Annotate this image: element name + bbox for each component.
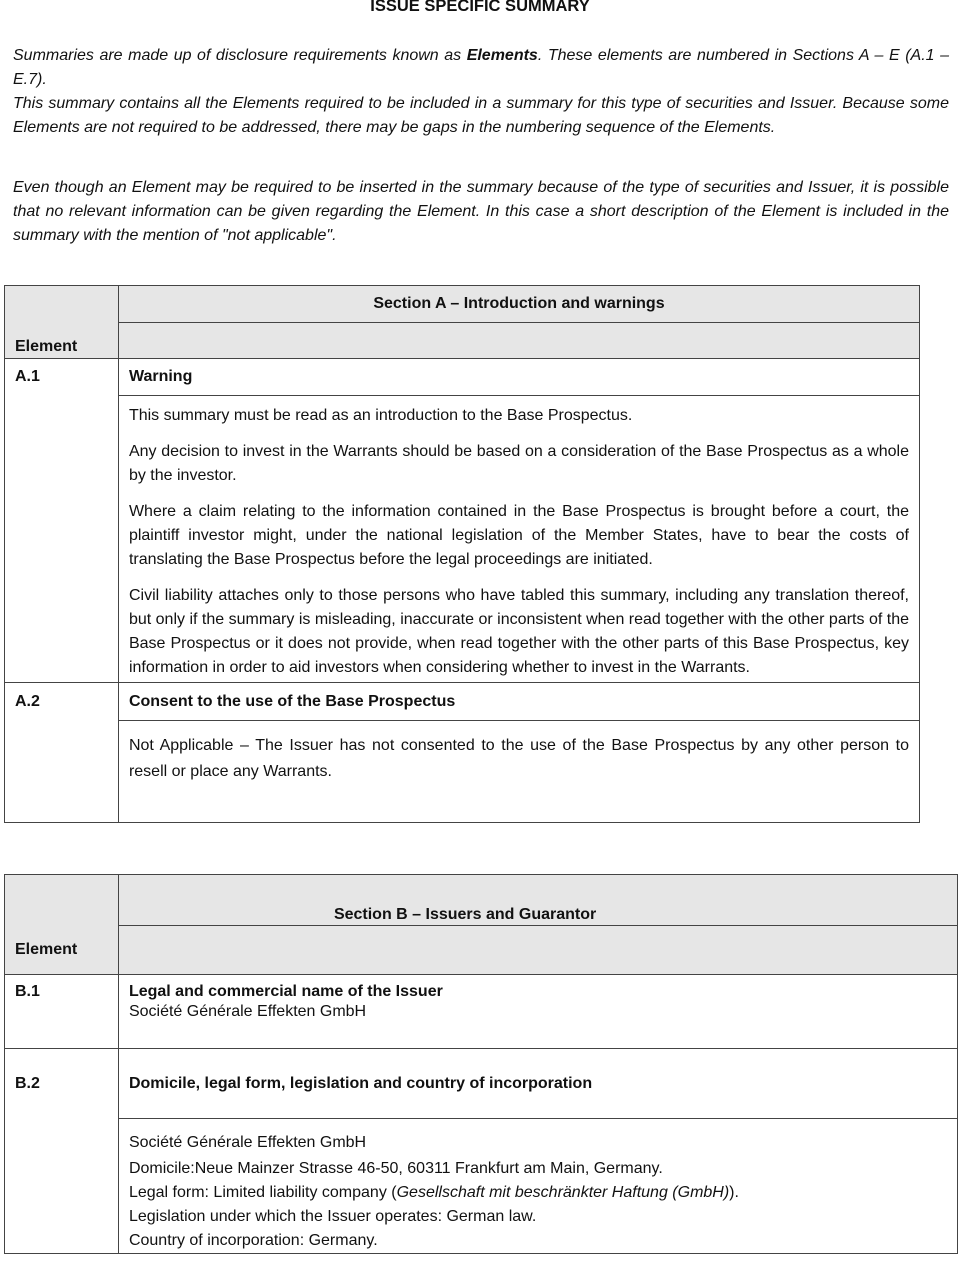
section-b-table [4, 874, 958, 1254]
element-code-a2: A.2 [5, 683, 119, 721]
document-title: ISSUE SPECIFIC SUMMARY [370, 0, 590, 15]
warning-paragraph: This summary must be read as an introduction to the Base Prospectus. [128, 407, 633, 424]
domicile-line: Country of incorporation: Germany. [128, 1232, 378, 1249]
intro-paragraph-3: Even though an Element may be required to be inserted in the summary because of the type of securities and Issuer, it is possible that no relevant information can be given regarding the Element. In this case a short description of the Element is included in the summary with the mention of "not applicable". [13, 179, 949, 244]
intro-paragraph-1: Summaries are made up of disclosure requirements known as Elements. These elements are numbered in Sections A – E (A.1 – E.7). [13, 47, 949, 88]
intro-block-2 [13, 176, 949, 248]
element-code-b2: B.2 [5, 1049, 119, 1119]
domicile-line: Legal form: Limited liability company (Gesellschaft mit beschränkter Haftung (GmbH)). [128, 1184, 739, 1201]
element-label: Element [5, 323, 119, 359]
section-a-heading: Section A – Introduction and warnings [118, 286, 919, 323]
intro-block [13, 44, 949, 140]
element-code-a1: A.1 [5, 359, 119, 396]
warning-paragraph: Any decision to invest in the Warrants should be based on a consideration of the Base Prospectus as a whole by the investor. [128, 443, 909, 484]
warning-paragraph: Civil liability attaches only to those persons who have tabled this summary, including any translation thereof, but only if the summary is misleading, inaccurate or inconsistent when read together with the other parts of the Base Prospectus or it does not provide, when read together with the other parts of this Base Prospectus, key information in order to aid investors when considering whether to invest in the Warrants. [128, 587, 909, 676]
warning-paragraph: Where a claim relating to the information contained in the Base Prospectus is brought before a court, the plaintiff investor might, under the national legislation of the Member States, have to bear the costs of translating the Base Prospectus before the legal proceedings are initiated. [128, 503, 909, 568]
consent-text: Not Applicable – The Issuer has not consented to the use of the Base Prospectus by any other person to resell or place any Warrants. [118, 721, 919, 823]
section-b-heading: Section B – Issuers and Guarantor [118, 875, 957, 926]
element-label: Element [5, 926, 119, 975]
issuer-name: Société Générale Effekten GmbH [118, 1001, 957, 1049]
element-title-a1: Warning [118, 359, 919, 396]
domicile-line: Société Générale Effekten GmbH [128, 1134, 367, 1151]
warning-text [118, 396, 919, 683]
domicile-line: Legislation under which the Issuer operates: German law. [128, 1208, 537, 1225]
domicile-line: Domicile:Neue Mainzer Strasse 46-50, 60311 Frankfurt am Main, Germany. [128, 1160, 663, 1177]
intro-paragraph-2: This summary contains all the Elements required to be included in a summary for this type of securities and Issuer. Because some Elements are not required to be addressed, there may be gaps in the numbering sequence of the Elements. [13, 95, 949, 136]
element-title-b1: Legal and commercial name of the Issuer [118, 975, 957, 1001]
section-a-table [4, 285, 920, 823]
element-title-a2: Consent to the use of the Base Prospectus [118, 683, 919, 721]
element-code-b1: B.1 [5, 975, 119, 1001]
domicile-text [118, 1119, 957, 1254]
element-title-b2: Domicile, legal form, legislation and country of incorporation [118, 1049, 957, 1119]
